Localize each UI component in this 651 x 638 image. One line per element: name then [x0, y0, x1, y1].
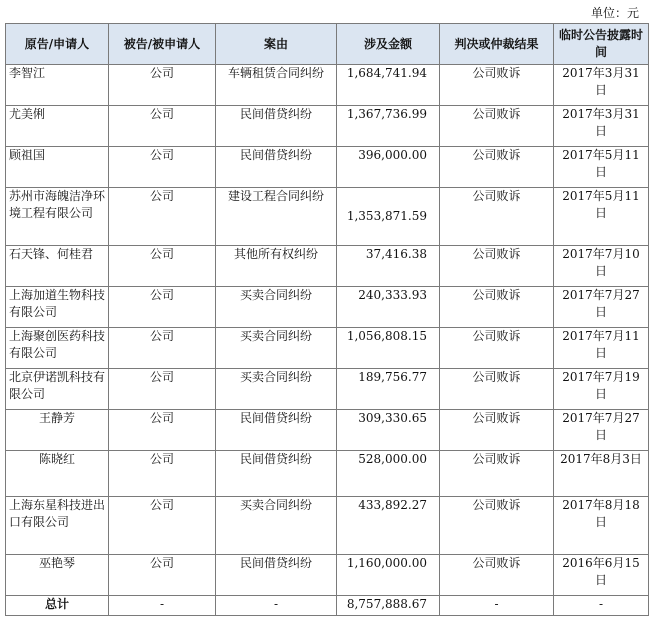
amount-cell: 396,000.00 [337, 147, 440, 188]
total-row [6, 596, 649, 616]
result-cell: 公司败诉 [440, 497, 554, 555]
cause-cell: 民间借贷纠纷 [216, 451, 337, 497]
table-row [6, 147, 649, 188]
header-amount: 涉及金额 [337, 24, 440, 65]
amount-cell: 528,000.00 [337, 451, 440, 497]
unit-label: 单位：元 [590, 6, 639, 20]
result-cell: 公司败诉 [440, 369, 554, 410]
plaintiff-cell: 北京伊诺凯科技有限公司 [6, 369, 109, 410]
result-cell: 公司败诉 [440, 410, 554, 451]
amount-cell: 1,160,000.00 [337, 555, 440, 596]
total-cause-cell: - [216, 596, 337, 616]
cause-cell: 买卖合同纠纷 [216, 287, 337, 328]
plaintiff-cell: 上海东星科技进出口有限公司 [6, 497, 109, 555]
amount-cell: 309,330.65 [337, 410, 440, 451]
total-date-cell: - [554, 596, 649, 616]
cause-cell: 买卖合同纠纷 [216, 497, 337, 555]
table-row [6, 328, 649, 369]
amount-cell: 1,684,741.94 [337, 65, 440, 106]
plaintiff-cell: 石天锋、何桂君 [6, 246, 109, 287]
amount-cell: 1,367,736.99 [337, 106, 440, 147]
cause-cell: 买卖合同纠纷 [216, 369, 337, 410]
cause-cell: 其他所有权纠纷 [216, 246, 337, 287]
amount-cell: 240,333.93 [337, 287, 440, 328]
total-defendant-cell: - [109, 596, 216, 616]
result-cell: 公司败诉 [440, 246, 554, 287]
date-cell: 2017年3月31日 [554, 106, 649, 147]
header-defendant: 被告/被申请人 [109, 24, 216, 65]
date-cell: 2017年5月11日 [554, 188, 649, 246]
table-row [6, 555, 649, 596]
cause-cell: 民间借贷纠纷 [216, 555, 337, 596]
table-row [6, 410, 649, 451]
cause-cell: 买卖合同纠纷 [216, 328, 337, 369]
cause-cell: 车辆租赁合同纠纷 [216, 65, 337, 106]
total-label: 总计 [6, 596, 109, 616]
litigation-table [5, 23, 649, 616]
defendant-cell: 公司 [109, 410, 216, 451]
table-row [6, 65, 649, 106]
table-row [6, 287, 649, 328]
date-cell: 2017年7月27日 [554, 410, 649, 451]
table-row [6, 106, 649, 147]
amount-cell: 37,416.38 [337, 246, 440, 287]
amount-cell: 1,056,808.15 [337, 328, 440, 369]
table-row [6, 188, 649, 246]
result-cell: 公司败诉 [440, 287, 554, 328]
header-plaintiff: 原告/申请人 [6, 24, 109, 65]
cause-cell: 民间借贷纠纷 [216, 147, 337, 188]
defendant-cell: 公司 [109, 555, 216, 596]
plaintiff-cell: 上海聚创医药科技有限公司 [6, 328, 109, 369]
result-cell: 公司败诉 [440, 451, 554, 497]
table-row [6, 497, 649, 555]
total-amount-cell: 8,757,888.67 [337, 596, 440, 616]
amount-cell: 1,353,871.59 [337, 188, 440, 246]
header-announce-time: 临时公告披露时间 [554, 24, 649, 65]
plaintiff-cell: 顾祖国 [6, 147, 109, 188]
date-cell: 2017年7月10日 [554, 246, 649, 287]
result-cell: 公司败诉 [440, 555, 554, 596]
date-cell: 2017年7月19日 [554, 369, 649, 410]
plaintiff-cell: 王静芳 [6, 410, 109, 451]
plaintiff-cell: 上海加道生物科技有限公司 [6, 287, 109, 328]
defendant-cell: 公司 [109, 369, 216, 410]
date-cell: 2017年7月27日 [554, 287, 649, 328]
total-result-cell: - [440, 596, 554, 616]
defendant-cell: 公司 [109, 147, 216, 188]
cause-cell: 民间借贷纠纷 [216, 410, 337, 451]
defendant-cell: 公司 [109, 328, 216, 369]
result-cell: 公司败诉 [440, 106, 554, 147]
amount-cell: 433,892.27 [337, 497, 440, 555]
date-cell: 2017年8月18日 [554, 497, 649, 555]
defendant-cell: 公司 [109, 451, 216, 497]
defendant-cell: 公司 [109, 106, 216, 147]
defendant-cell: 公司 [109, 65, 216, 106]
plaintiff-cell: 李智江 [6, 65, 109, 106]
plaintiff-cell: 尤美俐 [6, 106, 109, 147]
defendant-cell: 公司 [109, 246, 216, 287]
table-row [6, 451, 649, 497]
result-cell: 公司败诉 [440, 147, 554, 188]
header-cause: 案由 [216, 24, 337, 65]
defendant-cell: 公司 [109, 188, 216, 246]
table-row [6, 369, 649, 410]
table-row [6, 246, 649, 287]
cause-cell: 民间借贷纠纷 [216, 106, 337, 147]
date-cell: 2017年7月11日 [554, 328, 649, 369]
date-cell: 2017年3月31日 [554, 65, 649, 106]
result-cell: 公司败诉 [440, 328, 554, 369]
plaintiff-cell: 苏州市海魄洁净环境工程有限公司 [6, 188, 109, 246]
amount-cell: 189,756.77 [337, 369, 440, 410]
cause-cell: 建设工程合同纠纷 [216, 188, 337, 246]
result-cell: 公司败诉 [440, 188, 554, 246]
plaintiff-cell: 陈晓红 [6, 451, 109, 497]
result-cell: 公司败诉 [440, 65, 554, 106]
header-row [6, 24, 649, 65]
header-result: 判决或仲裁结果 [440, 24, 554, 65]
date-cell: 2017年5月11日 [554, 147, 649, 188]
defendant-cell: 公司 [109, 497, 216, 555]
date-cell: 2017年8月3日 [554, 451, 649, 497]
plaintiff-cell: 巫艳琴 [6, 555, 109, 596]
defendant-cell: 公司 [109, 287, 216, 328]
date-cell: 2016年6月15日 [554, 555, 649, 596]
